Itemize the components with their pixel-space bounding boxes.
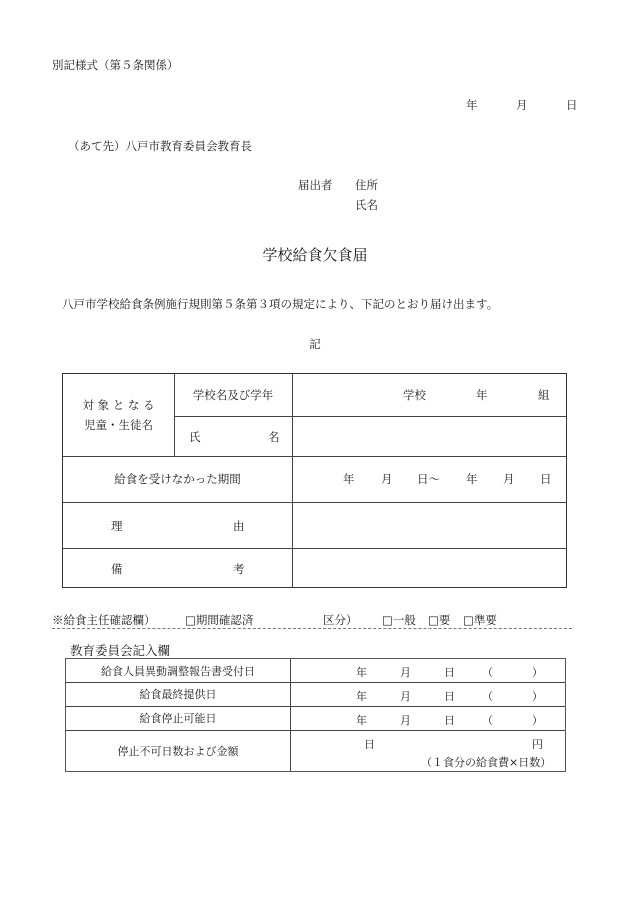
period-day-2: 日 xyxy=(540,472,552,486)
office-row-day: 日 xyxy=(444,690,455,703)
grid-line xyxy=(290,659,291,771)
office-row-year: 年 xyxy=(356,690,367,703)
school-grade-field[interactable] xyxy=(304,387,559,405)
office-row-label: 給食人員異動調整報告書受付日 xyxy=(101,664,255,678)
school-grade-label: 学校名及び学年 xyxy=(192,388,274,402)
applicant-label: 届出者 xyxy=(298,178,333,192)
period-confirmed-checkbox[interactable]: □期間確認済 xyxy=(185,613,254,627)
semi-required-checkbox[interactable]: □準要 xyxy=(463,613,497,627)
office-row-month: 月 xyxy=(400,690,411,703)
period-year-2: 年 xyxy=(466,472,478,486)
office-row-year: 年 xyxy=(356,666,367,679)
category-label: 区分） xyxy=(323,613,358,627)
confirm-label: ※給食主任確認欄） xyxy=(52,613,156,627)
target-student-label xyxy=(63,374,174,456)
form-reference: 別記様式（第５条関係） xyxy=(52,58,179,72)
school-suffix: 学校 xyxy=(403,388,426,402)
office-row-month: 月 xyxy=(400,666,411,679)
ki-label: 記 xyxy=(309,337,321,351)
office-row-paren-close: ） xyxy=(532,714,543,727)
name-label-1: 氏 xyxy=(189,430,201,444)
student-name-field[interactable] xyxy=(297,420,559,452)
office-formula: （１食分の給食費×日数） xyxy=(421,756,552,769)
period-year-1: 年 xyxy=(343,472,355,486)
date-month-label: 月 xyxy=(516,98,528,112)
office-row-year: 年 xyxy=(356,714,367,727)
remarks-label-2: 考 xyxy=(233,562,245,576)
office-days-label: 日 xyxy=(364,738,375,751)
grade-suffix: 年 xyxy=(476,388,488,402)
grid-line xyxy=(63,502,566,503)
grid-line xyxy=(63,548,566,549)
general-checkbox[interactable]: □一般 xyxy=(382,613,416,627)
office-row-paren-open: （ xyxy=(482,714,493,727)
date-day-label: 日 xyxy=(566,98,578,112)
period-month-1: 月 xyxy=(381,472,393,486)
office-row-month: 月 xyxy=(400,714,411,727)
office-row-day: 日 xyxy=(444,666,455,679)
name-label-2: 名 xyxy=(268,430,280,444)
office-row-paren-close: ） xyxy=(532,690,543,703)
office-row-paren-open: （ xyxy=(482,666,493,679)
office-yen-label: 円 xyxy=(532,738,543,751)
target-label-line2: 児童・生徒名 xyxy=(84,418,153,432)
reason-label-2: 由 xyxy=(233,519,245,533)
grid-line xyxy=(292,374,293,587)
reason-field[interactable] xyxy=(297,506,559,544)
name-label: 氏名 xyxy=(355,198,378,212)
required-checkbox[interactable]: □要 xyxy=(428,613,451,627)
office-row-paren-open: （ xyxy=(482,690,493,703)
office-row-label: 給食最終提供日 xyxy=(139,688,217,701)
grid-line xyxy=(174,416,566,417)
office-last-label: 停止不可日数および金額 xyxy=(117,744,239,758)
body-text: 八戸市学校給食条例施行規則第５条第３項の規定により、下記のとおり届け出ます。 xyxy=(62,297,499,311)
target-label-line1: 対 象 と な る xyxy=(82,398,155,412)
office-row-label: 給食停止可能日 xyxy=(139,712,217,725)
date-year-label: 年 xyxy=(466,98,478,112)
office-row-day: 日 xyxy=(444,714,455,727)
period-label: 給食を受けなかった期間 xyxy=(114,472,241,486)
document-title: 学校給食欠食届 xyxy=(262,246,368,264)
office-table xyxy=(65,658,566,772)
class-suffix: 組 xyxy=(538,388,550,402)
main-table xyxy=(62,373,567,588)
office-row-paren-close: ） xyxy=(532,666,543,679)
period-month-2: 月 xyxy=(503,472,515,486)
period-day-1: 日～ xyxy=(417,472,440,486)
address-label: 住所 xyxy=(355,178,378,192)
remarks-field[interactable] xyxy=(297,552,559,584)
dashed-divider xyxy=(52,628,572,629)
addressee: （あて先）八戸市教育委員会教育長 xyxy=(68,139,252,153)
remarks-label-1: 備 xyxy=(111,562,123,576)
reason-label-1: 理 xyxy=(111,519,123,533)
office-section-title: 教育委員会記入欄 xyxy=(70,643,171,658)
